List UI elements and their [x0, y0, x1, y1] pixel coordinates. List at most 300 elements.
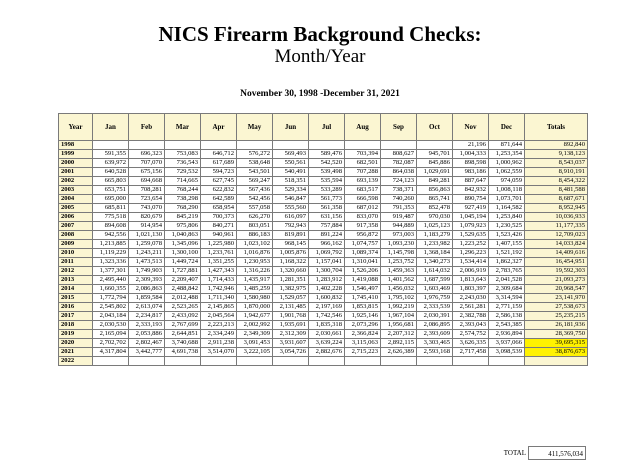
month-value-cell: 2,911,238 [201, 339, 237, 348]
year-total-cell: 8,481,588 [525, 186, 588, 195]
table-row [59, 312, 588, 321]
month-value-cell: 1,401,562 [381, 276, 417, 285]
month-value-cell: 694,668 [129, 177, 165, 186]
month-value-cell: 1,742,546 [309, 312, 345, 321]
month-value-cell: 1,300,100 [165, 249, 201, 258]
column-header: Nov [453, 114, 489, 141]
month-value-cell: 1,323,336 [93, 258, 129, 267]
column-header: Year [59, 114, 93, 141]
month-value-cell: 738,298 [165, 195, 201, 204]
month-value-cell: 535,594 [309, 177, 345, 186]
month-value-cell: 555,560 [273, 204, 309, 213]
year-cell: 2021 [59, 348, 93, 357]
month-value-cell [381, 141, 417, 150]
year-total-cell: 8,687,671 [525, 195, 588, 204]
month-value-cell: 1,742,946 [201, 285, 237, 294]
year-cell: 2003 [59, 186, 93, 195]
month-value-cell: 1,901,768 [273, 312, 309, 321]
year-total-cell: 28,369,750 [525, 330, 588, 339]
month-value-cell: 1,529,057 [273, 294, 309, 303]
month-value-cell: 1,004,333 [453, 150, 489, 159]
year-total-cell: 11,177,335 [525, 222, 588, 231]
month-value-cell: 616,097 [273, 213, 309, 222]
month-value-cell: 1,157,041 [309, 258, 345, 267]
year-total-cell: 8,952,945 [525, 204, 588, 213]
month-value-cell: 2,586,138 [489, 312, 525, 321]
month-value-cell: 845,886 [417, 159, 453, 168]
month-value-cell: 845,219 [165, 213, 201, 222]
month-value-cell: 695,000 [93, 195, 129, 204]
year-total-cell: 39,695,315 [525, 339, 588, 348]
month-value-cell: 1,230,525 [489, 222, 525, 231]
month-value-cell [309, 141, 345, 150]
month-value-cell: 2,545,802 [93, 303, 129, 312]
year-cell: 2004 [59, 195, 93, 204]
month-value-cell [237, 357, 273, 366]
column-header: Jun [273, 114, 309, 141]
month-value-cell [381, 357, 417, 366]
month-value-cell: 2,523,265 [165, 303, 201, 312]
month-value-cell [201, 141, 237, 150]
month-value-cell: 2,613,074 [129, 303, 165, 312]
month-value-cell: 2,393,043 [453, 321, 489, 330]
month-value-cell [165, 141, 201, 150]
month-value-cell: 791,353 [381, 204, 417, 213]
month-value-cell: 1,976,759 [417, 294, 453, 303]
month-value-cell: 707,288 [345, 168, 381, 177]
month-value-cell: 852,478 [417, 204, 453, 213]
month-value-cell: 3,054,726 [273, 348, 309, 357]
month-value-cell: 1,283,912 [309, 276, 345, 285]
month-value-cell: 775,518 [93, 213, 129, 222]
month-value-cell: 533,289 [309, 186, 345, 195]
table-row [59, 204, 588, 213]
table-row [59, 222, 588, 231]
month-value-cell: 1,079,923 [453, 222, 489, 231]
month-value-cell: 2,334,249 [201, 330, 237, 339]
month-value-cell: 1,485,259 [237, 285, 273, 294]
month-value-cell: 803,051 [237, 222, 273, 231]
month-value-cell: 975,806 [165, 222, 201, 231]
month-value-cell: 3,314,594 [489, 294, 525, 303]
month-value-cell: 696,323 [129, 150, 165, 159]
month-value-cell: 1,529,635 [453, 231, 489, 240]
month-value-cell: 808,627 [381, 150, 417, 159]
year-total-cell: 892,840 [525, 141, 588, 150]
month-value-cell: 1,419,088 [345, 276, 381, 285]
month-value-cell: 626,270 [237, 213, 273, 222]
month-value-cell: 757,884 [309, 222, 345, 231]
month-value-cell: 542,520 [309, 159, 345, 168]
month-value-cell: 1,749,903 [129, 267, 165, 276]
month-value-cell: 1,074,757 [345, 240, 381, 249]
month-value-cell: 1,795,102 [381, 294, 417, 303]
month-value-cell: 639,972 [93, 159, 129, 168]
month-value-cell: 2,802,467 [129, 339, 165, 348]
month-value-cell: 2,145,865 [201, 303, 237, 312]
year-cell: 2012 [59, 267, 93, 276]
table-row [59, 357, 588, 366]
month-value-cell: 1,300,704 [309, 267, 345, 276]
month-value-cell: 2,593,168 [417, 348, 453, 357]
month-value-cell: 820,679 [129, 213, 165, 222]
month-value-cell: 1,008,118 [489, 186, 525, 195]
month-value-cell: 970,030 [417, 213, 453, 222]
month-value-cell: 1,859,584 [129, 294, 165, 303]
month-value-cell: 2,543,385 [489, 321, 525, 330]
month-value-cell: 968,145 [273, 240, 309, 249]
month-value-cell: 1,711,340 [201, 294, 237, 303]
month-value-cell: 856,863 [417, 186, 453, 195]
column-header: Mar [165, 114, 201, 141]
year-cell: 2011 [59, 258, 93, 267]
month-value-cell [129, 357, 165, 366]
month-value-cell: 2,197,169 [309, 303, 345, 312]
month-value-cell: 576,272 [237, 150, 273, 159]
month-value-cell: 2,561,281 [453, 303, 489, 312]
month-value-cell: 569,247 [237, 177, 273, 186]
month-value-cell: 529,334 [273, 186, 309, 195]
date-range: November 30, 1998 -December 31, 2021 [240, 89, 400, 99]
column-header: Feb [129, 114, 165, 141]
year-cell: 2005 [59, 204, 93, 213]
month-value-cell: 886,183 [237, 231, 273, 240]
month-value-cell: 2,309,684 [489, 285, 525, 294]
month-value-cell: 1,253,840 [489, 213, 525, 222]
month-value-cell: 2,892,115 [381, 339, 417, 348]
year-total-cell: 10,036,933 [525, 213, 588, 222]
month-value-cell: 1,340,273 [417, 258, 453, 267]
month-value-cell: 753,083 [165, 150, 201, 159]
month-value-cell: 539,498 [309, 168, 345, 177]
month-value-cell: 3,442,777 [129, 348, 165, 357]
year-total-cell: 26,181,936 [525, 321, 588, 330]
month-value-cell: 4,317,804 [93, 348, 129, 357]
year-cell: 2008 [59, 231, 93, 240]
table-header-row [59, 114, 588, 141]
table-row [59, 276, 588, 285]
month-value-cell: 1,025,123 [417, 222, 453, 231]
month-value-cell: 2,644,851 [165, 330, 201, 339]
month-value-cell: 546,847 [273, 195, 309, 204]
year-cell: 2018 [59, 321, 93, 330]
table-body [59, 141, 588, 366]
month-value-cell: 890,754 [453, 195, 489, 204]
month-value-cell: 736,543 [165, 159, 201, 168]
month-value-cell: 700,373 [201, 213, 237, 222]
year-total-cell: 21,093,273 [525, 276, 588, 285]
month-value-cell: 1,345,096 [165, 240, 201, 249]
month-value-cell: 940,961 [201, 231, 237, 240]
month-value-cell: 557,058 [237, 204, 273, 213]
table-row [59, 231, 588, 240]
column-header: Totals [525, 114, 588, 141]
month-value-cell: 1,992,219 [381, 303, 417, 312]
month-value-cell: 1,942,677 [237, 312, 273, 321]
background-checks-table [58, 113, 588, 366]
year-total-cell: 14,033,824 [525, 240, 588, 249]
month-value-cell: 2,209,407 [165, 276, 201, 285]
month-value-cell: 1,523,426 [489, 231, 525, 240]
month-value-cell: 1,233,761 [201, 249, 237, 258]
table-row [59, 294, 588, 303]
year-total-cell: 8,543,037 [525, 159, 588, 168]
month-value-cell: 2,086,895 [417, 321, 453, 330]
month-value-cell: 542,456 [237, 195, 273, 204]
month-value-cell: 891,224 [309, 231, 345, 240]
year-total-cell: 8,910,191 [525, 168, 588, 177]
month-value-cell: 2,030,530 [93, 321, 129, 330]
month-value-cell: 1,069,792 [309, 249, 345, 258]
month-value-cell: 983,186 [453, 168, 489, 177]
column-header: Apr [201, 114, 237, 141]
month-value-cell: 658,954 [201, 204, 237, 213]
month-value-cell: 2,574,752 [453, 330, 489, 339]
month-value-cell: 2,333,193 [129, 321, 165, 330]
month-value-cell: 703,394 [345, 150, 381, 159]
month-value-cell: 1,225,980 [201, 240, 237, 249]
month-value-cell: 2,717,458 [453, 348, 489, 357]
month-value-cell: 1,521,192 [489, 249, 525, 258]
month-value-cell: 2,223,213 [201, 321, 237, 330]
table-row [59, 321, 588, 330]
year-total-cell: 20,968,547 [525, 285, 588, 294]
year-cell: 2007 [59, 222, 93, 231]
month-value-cell: 2,030,661 [309, 330, 345, 339]
month-value-cell: 782,087 [381, 159, 417, 168]
table-row [59, 267, 588, 276]
month-value-cell: 1,000,962 [489, 159, 525, 168]
grand-total-label: TOTAL [503, 449, 526, 457]
table-row [59, 213, 588, 222]
month-value-cell: 2,882,676 [309, 348, 345, 357]
month-value-cell: 707,070 [129, 159, 165, 168]
month-value-cell: 1,727,881 [165, 267, 201, 276]
year-total-cell: 9,138,123 [525, 150, 588, 159]
month-value-cell: 3,937,066 [489, 339, 525, 348]
month-value-cell: 914,954 [129, 222, 165, 231]
year-total-cell [525, 357, 588, 366]
month-value-cell: 687,012 [345, 204, 381, 213]
month-value-cell: 738,371 [381, 186, 417, 195]
month-value-cell: 2,243,030 [453, 294, 489, 303]
month-value-cell: 3,222,105 [237, 348, 273, 357]
year-cell: 2020 [59, 339, 93, 348]
month-value-cell: 1,045,194 [453, 213, 489, 222]
month-value-cell [93, 141, 129, 150]
month-value-cell: 1,253,752 [381, 258, 417, 267]
month-value-cell: 1,600,832 [309, 294, 345, 303]
month-value-cell: 1,614,032 [417, 267, 453, 276]
month-value-cell: 743,070 [129, 204, 165, 213]
month-value-cell: 2,349,309 [237, 330, 273, 339]
month-value-cell: 675,156 [129, 168, 165, 177]
year-cell: 1999 [59, 150, 93, 159]
month-value-cell: 2,366,824 [345, 330, 381, 339]
month-value-cell: 2,495,440 [93, 276, 129, 285]
month-value-cell: 1,382,975 [273, 285, 309, 294]
month-value-cell: 1,534,414 [453, 258, 489, 267]
month-value-cell: 3,303,465 [417, 339, 453, 348]
month-value-cell: 1,310,041 [345, 258, 381, 267]
month-value-cell: 2,045,564 [201, 312, 237, 321]
month-value-cell: 666,598 [345, 195, 381, 204]
month-value-cell [165, 357, 201, 366]
month-value-cell: 685,811 [93, 204, 129, 213]
month-value-cell: 1,772,794 [93, 294, 129, 303]
month-value-cell: 567,436 [237, 186, 273, 195]
month-value-cell: 2,702,702 [93, 339, 129, 348]
month-value-cell: 887,647 [453, 177, 489, 186]
month-value-cell: 1,145,798 [381, 249, 417, 258]
month-value-cell: 1,296,223 [453, 249, 489, 258]
month-value-cell: 1,427,343 [201, 267, 237, 276]
month-value-cell: 2,767,699 [165, 321, 201, 330]
month-value-cell: 1,687,599 [417, 276, 453, 285]
month-value-cell [237, 141, 273, 150]
grand-total-value: 411,576,034 [528, 446, 586, 460]
month-value-cell: 540,491 [273, 168, 309, 177]
month-value-cell: 2,041,528 [489, 276, 525, 285]
month-value-cell: 21,196 [453, 141, 489, 150]
month-value-cell: 2,131,485 [273, 303, 309, 312]
month-value-cell: 1,351,255 [201, 258, 237, 267]
month-value-cell: 3,626,335 [453, 339, 489, 348]
month-value-cell: 1,368,184 [417, 249, 453, 258]
month-value-cell: 561,773 [309, 195, 345, 204]
month-value-cell: 1,093,230 [381, 240, 417, 249]
month-value-cell: 617,689 [201, 159, 237, 168]
month-value-cell: 833,070 [345, 213, 381, 222]
month-value-cell: 1,526,206 [345, 267, 381, 276]
month-value-cell: 3,514,070 [201, 348, 237, 357]
month-value-cell: 2,043,184 [93, 312, 129, 321]
month-value-cell: 1,016,876 [237, 249, 273, 258]
month-value-cell: 2,234,817 [129, 312, 165, 321]
month-value-cell: 2,073,296 [345, 321, 381, 330]
year-cell: 2006 [59, 213, 93, 222]
month-value-cell: 2,488,842 [165, 285, 201, 294]
month-value-cell: 942,556 [93, 231, 129, 240]
column-header: Sep [381, 114, 417, 141]
month-value-cell: 1,580,980 [237, 294, 273, 303]
month-value-cell: 974,059 [489, 177, 525, 186]
month-value-cell: 1,546,497 [345, 285, 381, 294]
month-value-cell: 2,626,389 [381, 348, 417, 357]
year-cell: 2002 [59, 177, 93, 186]
month-value-cell [417, 141, 453, 150]
month-value-cell: 1,660,355 [93, 285, 129, 294]
month-value-cell [201, 357, 237, 366]
column-header: Oct [417, 114, 453, 141]
month-value-cell: 1,435,917 [237, 276, 273, 285]
month-value-cell: 1,320,660 [273, 267, 309, 276]
month-value-cell: 1,062,559 [489, 168, 525, 177]
month-value-cell: 740,260 [381, 195, 417, 204]
month-value-cell: 561,358 [309, 204, 345, 213]
month-value-cell: 3,740,688 [165, 339, 201, 348]
table-row [59, 141, 588, 150]
month-value-cell: 1,073,701 [489, 195, 525, 204]
month-value-cell: 1,281,351 [273, 276, 309, 285]
month-value-cell: 1,029,691 [417, 168, 453, 177]
year-total-cell: 23,141,970 [525, 294, 588, 303]
year-total-cell: 19,592,303 [525, 267, 588, 276]
year-total-cell: 14,409,616 [525, 249, 588, 258]
month-value-cell [345, 141, 381, 150]
month-value-cell: 1,956,681 [381, 321, 417, 330]
year-cell: 2016 [59, 303, 93, 312]
month-value-cell: 956,872 [345, 231, 381, 240]
month-value-cell: 966,162 [309, 240, 345, 249]
month-value-cell: 2,771,159 [489, 303, 525, 312]
year-cell: 2014 [59, 285, 93, 294]
month-value-cell: 1,233,982 [417, 240, 453, 249]
month-value-cell: 1,213,885 [93, 240, 129, 249]
month-value-cell: 792,943 [273, 222, 309, 231]
month-value-cell: 1,459,363 [381, 267, 417, 276]
month-value-cell: 1,935,691 [273, 321, 309, 330]
table-row [59, 177, 588, 186]
month-value-cell: 2,207,312 [381, 330, 417, 339]
month-value-cell: 714,665 [165, 177, 201, 186]
year-cell: 2015 [59, 294, 93, 303]
year-cell: 2013 [59, 276, 93, 285]
month-value-cell [489, 357, 525, 366]
month-value-cell: 2,030,391 [417, 312, 453, 321]
column-header: May [237, 114, 273, 141]
month-value-cell: 640,528 [93, 168, 129, 177]
month-value-cell: 840,271 [201, 222, 237, 231]
month-value-cell: 1,835,318 [309, 321, 345, 330]
month-value-cell: 631,156 [309, 213, 345, 222]
month-value-cell: 569,493 [273, 150, 309, 159]
month-value-cell: 3,639,224 [309, 339, 345, 348]
month-value-cell: 2,715,223 [345, 348, 381, 357]
month-value-cell: 917,358 [345, 222, 381, 231]
year-cell: 2022 [59, 357, 93, 366]
month-value-cell: 518,351 [273, 177, 309, 186]
month-value-cell: 2,012,488 [165, 294, 201, 303]
month-value-cell: 543,501 [237, 168, 273, 177]
month-value-cell: 729,532 [165, 168, 201, 177]
month-value-cell: 622,832 [201, 186, 237, 195]
month-value-cell: 894,608 [93, 222, 129, 231]
page-title: NICS Firearm Background Checks: [158, 22, 482, 46]
table-row [59, 195, 588, 204]
month-value-cell: 589,476 [309, 150, 345, 159]
year-total-cell: 12,709,023 [525, 231, 588, 240]
month-value-cell: 2,936,894 [489, 330, 525, 339]
month-value-cell: 973,003 [381, 231, 417, 240]
month-value-cell: 1,870,000 [237, 303, 273, 312]
year-cell: 1998 [59, 141, 93, 150]
month-value-cell: 1,603,469 [417, 285, 453, 294]
month-value-cell [417, 357, 453, 366]
month-value-cell [309, 357, 345, 366]
month-value-cell: 1,023,102 [237, 240, 273, 249]
month-value-cell [453, 357, 489, 366]
month-value-cell: 768,290 [165, 204, 201, 213]
month-value-cell: 2,053,886 [129, 330, 165, 339]
month-value-cell: 819,891 [273, 231, 309, 240]
month-value-cell: 2,433,092 [165, 312, 201, 321]
month-value-cell: 1,259,078 [129, 240, 165, 249]
month-value-cell: 2,006,919 [453, 267, 489, 276]
month-value-cell: 1,402,228 [309, 285, 345, 294]
table-row [59, 303, 588, 312]
month-value-cell: 919,487 [381, 213, 417, 222]
